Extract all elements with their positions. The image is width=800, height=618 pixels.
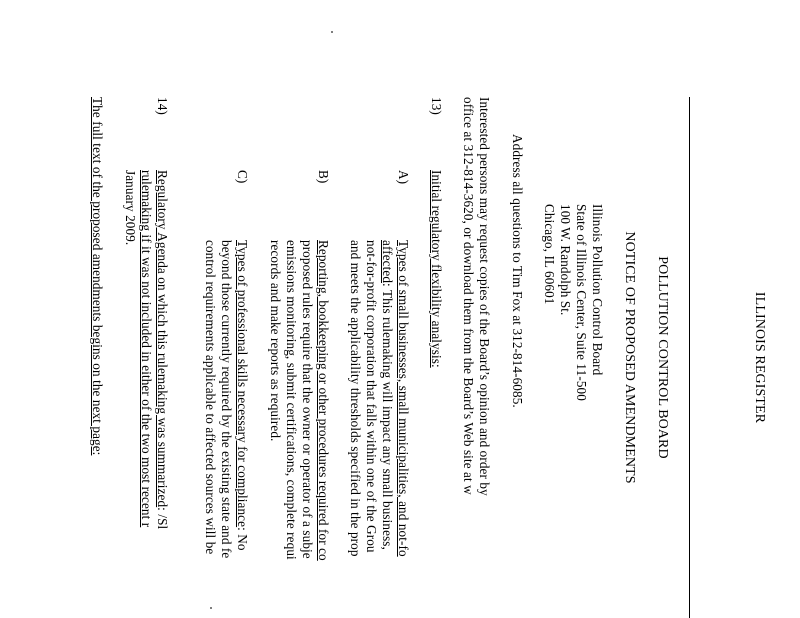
notice-title: NOTICE OF PROPOSED AMENDMENTS bbox=[622, 231, 637, 484]
item-13C-letter: C) bbox=[235, 170, 250, 184]
item-14-line-2: rulemaking if it was not included in either of the two most recent r bbox=[139, 170, 154, 528]
item-13-number: 13) bbox=[429, 97, 444, 115]
board-title: POLLUTION CONTROL BOARD bbox=[655, 256, 670, 459]
item-13C-line-1 bbox=[234, 240, 250, 551]
item-14-number: 14) bbox=[155, 97, 170, 115]
item-13B-line-3: emissions monitoring, submit certifications, complete requi bbox=[284, 240, 299, 560]
register-title: ILLINOIS REGISTER bbox=[752, 291, 767, 424]
item-13A-line-1: Types of small businesses, small municipalities, and not-fo bbox=[396, 240, 411, 557]
item-14-line-1-underlined: Regulatory Agenda on which this rulemaking was summarized bbox=[155, 170, 170, 508]
item-13A-line-4: and meets the applicability thresholds specified in the prop bbox=[348, 240, 363, 557]
interested-line-1: Interested persons may request copies of the Board’s opinion and order by bbox=[477, 97, 492, 496]
item-14-line-3: January 2009. bbox=[123, 170, 138, 246]
item-13B-letter: B) bbox=[316, 170, 331, 184]
item-13A-line-2 bbox=[379, 240, 395, 550]
scan-speck bbox=[331, 31, 333, 33]
address-line-4: Chicago, IL 60601 bbox=[542, 204, 557, 305]
item-13A-line-2-underlined: affected bbox=[380, 240, 395, 284]
item-13C-line-1-rest: : No bbox=[235, 527, 250, 551]
footer-line: The full text of the proposed amendments begins on the next page: bbox=[90, 97, 105, 456]
item-13C-line-2: beyond those currently required by the existing state and fe bbox=[219, 240, 234, 559]
item-14-line-1-rest: : /Sl bbox=[155, 507, 170, 530]
header-rule bbox=[689, 97, 690, 618]
item-13A-line-3: not-for-profit corporation that falls within one of the Grou bbox=[364, 240, 379, 553]
item-13B-line-4: records and make reports as required. bbox=[268, 240, 283, 442]
address-line-3: 100 W. Randolph St. bbox=[558, 204, 573, 316]
scan-speck bbox=[210, 607, 212, 609]
item-13A-letter: A) bbox=[396, 170, 411, 185]
address-line-1: Illinois Pollution Control Board bbox=[590, 204, 605, 376]
item-14-line-1 bbox=[154, 170, 170, 529]
interested-line-2: office at 312-814-3620, or download them from the Board’s Web site at w bbox=[461, 97, 476, 495]
address-line-2: State of Illinois Center, Suite 11-500 bbox=[574, 204, 589, 401]
item-13B-line-1: Reporting, bookkeeping or other procedures required for co bbox=[316, 240, 331, 561]
item-13C-line-1-underlined: Types of professional skills necessary for compliance bbox=[235, 240, 250, 528]
item-13A-line-2-rest: : This rulemaking will impact any small business, bbox=[380, 283, 395, 550]
item-13B-line-2: proposed rules require that the owner or operator of a subje bbox=[300, 240, 315, 559]
questions-line: Address all questions to Tim Fox at 312-814-6085. bbox=[510, 134, 525, 408]
item-13C-line-3: control requirements applicable to affected sources will be bbox=[203, 240, 218, 555]
item-13-heading: Initial regulatory flexibility analysis: bbox=[429, 170, 444, 368]
